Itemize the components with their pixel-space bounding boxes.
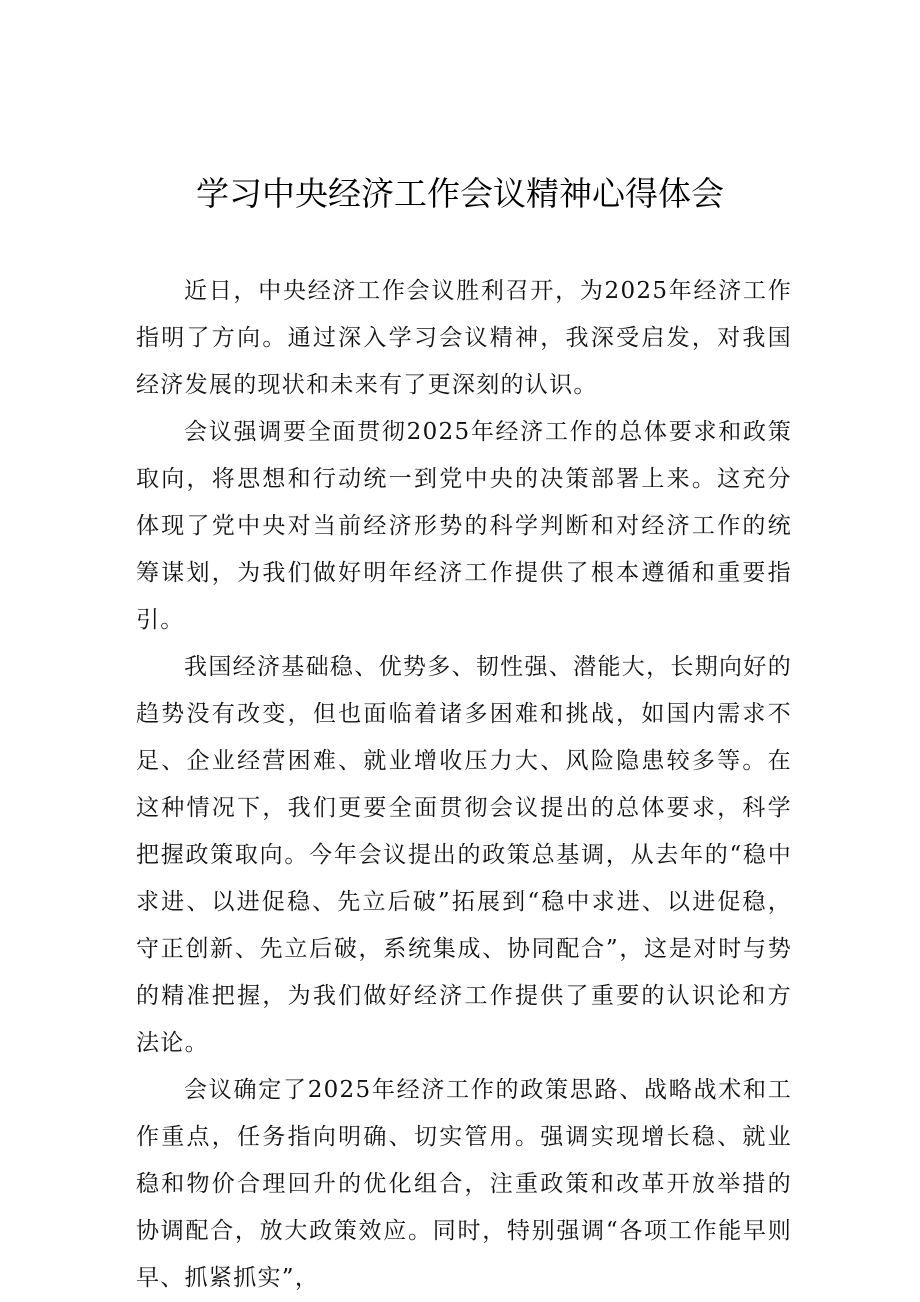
document-title: 学习中央经济工作会议精神心得体会 — [196, 174, 724, 213]
document-body — [136, 268, 792, 1302]
paragraph-3: 我国经济基础稳、优势多、韧性强、潜能大，长期向好的趋势没有改变，但也面临着诸多困难和挑战，如国内需求不足、企业经营困难、就业增收压力大、风险隐患较多等。在这种情况下，我们更要全面贯彻会议提出的总体要求，科学把握政策取向。今年会议提出的政策总基调，从去年的“稳中求进、以进促稳、先立后破”拓展到“稳中求进、以进促稳，守正创新、先立后破，系统集成、协同配合”，这是对时与势的精准把握，为我们做好经济工作提供了重要的认识论和方法论。 — [136, 654, 792, 1056]
paragraph-2: 会议强调要全面贯彻2025年经济工作的总体要求和政策取向，将思想和行动统一到党中央的决策部署上来。这充分体现了党中央对当前经济形势的科学判断和对经济工作的统筹谋划，为我们做好明年经济工作提供了根本遵循和重要指引。 — [136, 419, 792, 633]
paragraph-4: 会议确定了2025年经济工作的政策思路、战略战术和工作重点，任务指向明确、切实管用。强调实现增长稳、就业稳和物价合理回升的优化组合，注重政策和改革开放举措的协调配合，放大政策效应。同时，特别强调“各项工作能早则早、抓紧抓实”， — [136, 1077, 792, 1291]
paragraph-1: 近日，中央经济工作会议胜利召开，为2025年经济工作指明了方向。通过深入学习会议精神，我深受启发，对我国经济发展的现状和未来有了更深刻的认识。 — [136, 278, 792, 398]
